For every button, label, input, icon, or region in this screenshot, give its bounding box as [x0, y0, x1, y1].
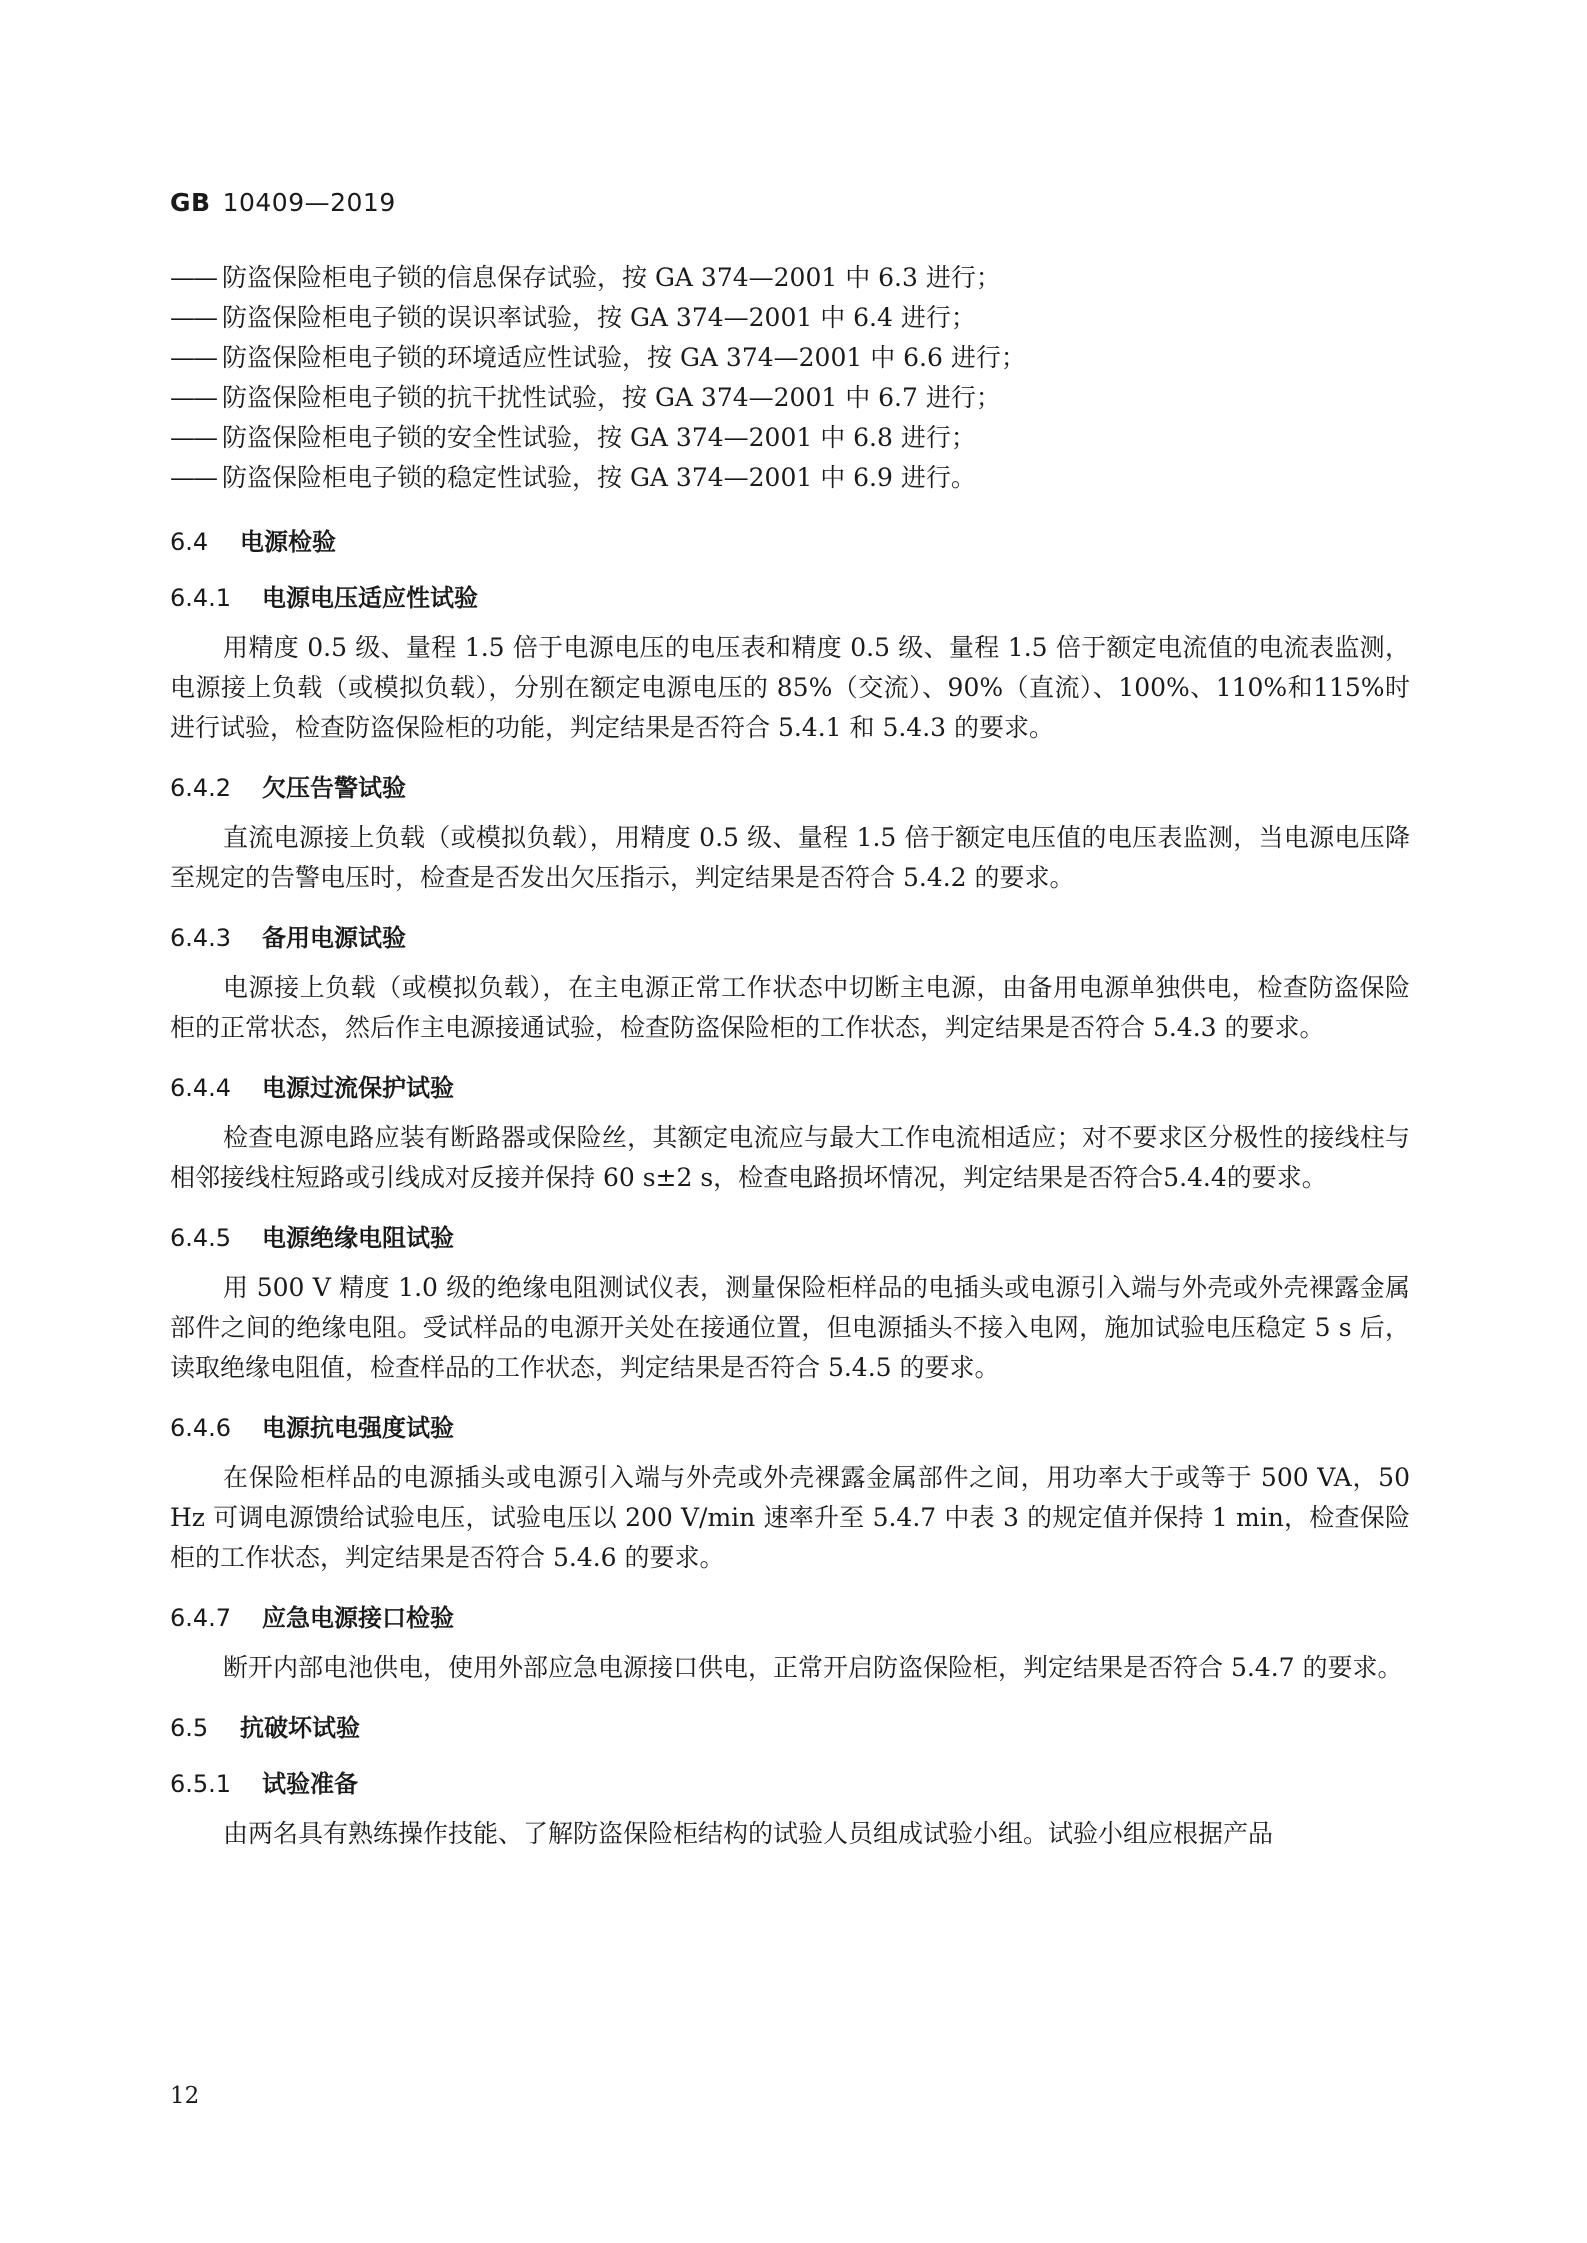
paragraph-6-4-1: 用精度 0.5 级、量程 1.5 倍于电源电压的电压表和精度 0.5 级、量程 1.5 倍于额定电流值的电流表监测，电源接上负载（或模拟负载），分别在额定电源电压的 85%（交流）、90%（直流）、100%、110%和115%时进行试验，检查防盗保险柜的功能，判定结果是否符合 5.4.1 和 5.4.3 的要求。	[170, 633, 1410, 742]
subsection-title: 试验准备	[262, 1770, 358, 1798]
page-number: 12	[170, 2083, 200, 2109]
subsection-title: 电源抗电强度试验	[262, 1414, 454, 1442]
subsection-heading-6-4-7	[170, 1590, 1410, 1646]
subsection-title: 电源过流保护试验	[262, 1074, 454, 1102]
paragraph-6-4-2: 直流电源接上负载（或模拟负载），用精度 0.5 级、量程 1.5 倍于额定电压值的电压表监测，当电源电压降至规定的告警电压时，检查是否发出欠压指示，判定结果是否符合 5.4.2 的要求。	[170, 823, 1410, 892]
list-item-text: 防盗保险柜电子锁的稳定性试验，按 GA 374—2001 中 6.9 进行。	[222, 463, 976, 492]
section-number: 6.5	[170, 1714, 209, 1742]
subsection-title: 电源绝缘电阻试验	[262, 1224, 454, 1252]
list-item	[170, 378, 1410, 418]
subsection-title: 应急电源接口检验	[262, 1604, 454, 1632]
subsection-heading-6-4-3	[170, 910, 1410, 966]
list-dash: ——	[170, 463, 216, 492]
paragraph-6-4-7: 断开内部电池供电，使用外部应急电源接口供电，正常开启防盗保险柜，判定结果是否符合 5.4.7 的要求。	[223, 1653, 1403, 1682]
list-item-text: 防盗保险柜电子锁的抗干扰性试验，按 GA 374—2001 中 6.7 进行；	[222, 383, 1001, 412]
subsection-title: 电源电压适应性试验	[262, 584, 478, 612]
list-dash: ——	[170, 343, 216, 372]
list-item	[170, 258, 1410, 298]
paragraph-6-4-4: 检查电源电路应装有断路器或保险丝，其额定电流应与最大工作电流相适应；对不要求区分极性的接线柱与相邻接线柱短路或引线成对反接并保持 60 s±2 s，检查电路损坏情况，判定结果是否符合5.4.4的要求。	[170, 1123, 1410, 1192]
section-heading-6-4	[170, 514, 1410, 570]
list-item-text: 防盗保险柜电子锁的误识率试验，按 GA 374—2001 中 6.4 进行；	[222, 303, 976, 332]
list-item-text: 防盗保险柜电子锁的环境适应性试验，按 GA 374—2001 中 6.6 进行；	[222, 343, 1026, 372]
list-dash: ——	[170, 263, 216, 292]
document-code-prefix: GB	[170, 188, 211, 217]
subsection-heading-6-4-1	[170, 570, 1410, 626]
subsection-number: 6.4.5	[170, 1224, 232, 1252]
paragraph-6-4-5: 用 500 V 精度 1.0 级的绝缘电阻测试仪表，测量保险柜样品的电插头或电源引入端与外壳或外壳裸露金属部件之间的绝缘电阻。受试样品的电源开关处在接通位置，但电源插头不接入电网，施加试验电压稳定 5 s 后，读取绝缘电阻值，检查样品的工作状态，判定结果是否符合 5.4.5 的要求。	[170, 1273, 1410, 1382]
paragraph-6-4-3: 电源接上负载（或模拟负载），在主电源正常工作状态中切断主电源，由备用电源单独供电，检查防盗保险柜的正常状态，然后作主电源接通试验，检查防盗保险柜的工作状态，判定结果是否符合 5.4.3 的要求。	[170, 973, 1410, 1042]
subsection-number: 6.4.2	[170, 774, 232, 802]
subsection-heading-6-4-6	[170, 1400, 1410, 1456]
paragraph-6-4-6: 在保险柜样品的电源插头或电源引入端与外壳或外壳裸露金属部件之间，用功率大于或等于 500 VA，50 Hz 可调电源馈给试验电压，试验电压以 200 V/min 速率升至 5.4.7 中表 3 的规定值并保持 1 min，检查保险柜的工作状态，判定结果是否符合 5.4.6 的要求。	[170, 1463, 1410, 1572]
section-title: 电源检验	[240, 528, 336, 556]
subsection-heading-6-4-5	[170, 1210, 1410, 1266]
list-dash: ——	[170, 383, 216, 412]
subsection-title: 欠压告警试验	[262, 774, 406, 802]
paragraph-6-5-1: 由两名具有熟练操作技能、了解防盗保险柜结构的试验人员组成试验小组。试验小组应根据产品	[223, 1819, 1274, 1848]
document-code-number: 10409—2019	[222, 188, 396, 217]
subsection-heading-6-4-4	[170, 1060, 1410, 1116]
list-dash: ——	[170, 303, 216, 332]
subsection-number: 6.4.1	[170, 584, 232, 612]
section-title: 抗破坏试验	[240, 1714, 360, 1742]
list-item	[170, 418, 1410, 458]
subsection-number: 6.5.1	[170, 1770, 232, 1798]
list-item-text: 防盗保险柜电子锁的安全性试验，按 GA 374—2001 中 6.8 进行；	[222, 423, 976, 452]
list-item	[170, 298, 1410, 338]
subsection-number: 6.4.3	[170, 924, 232, 952]
list-item	[170, 338, 1410, 378]
list-item-text: 防盗保险柜电子锁的信息保存试验，按 GA 374—2001 中 6.3 进行；	[222, 263, 1001, 292]
section-heading-6-5	[170, 1700, 1410, 1756]
page-content	[170, 258, 1410, 1866]
subsection-heading-6-5-1	[170, 1756, 1410, 1812]
list-dash: ——	[170, 423, 216, 452]
section-number: 6.4	[170, 528, 209, 556]
subsection-title: 备用电源试验	[262, 924, 406, 952]
document-code	[170, 188, 396, 217]
subsection-number: 6.4.6	[170, 1414, 232, 1442]
list-item	[170, 458, 1410, 498]
subsection-number: 6.4.4	[170, 1074, 232, 1102]
subsection-number: 6.4.7	[170, 1604, 232, 1632]
subsection-heading-6-4-2	[170, 760, 1410, 816]
